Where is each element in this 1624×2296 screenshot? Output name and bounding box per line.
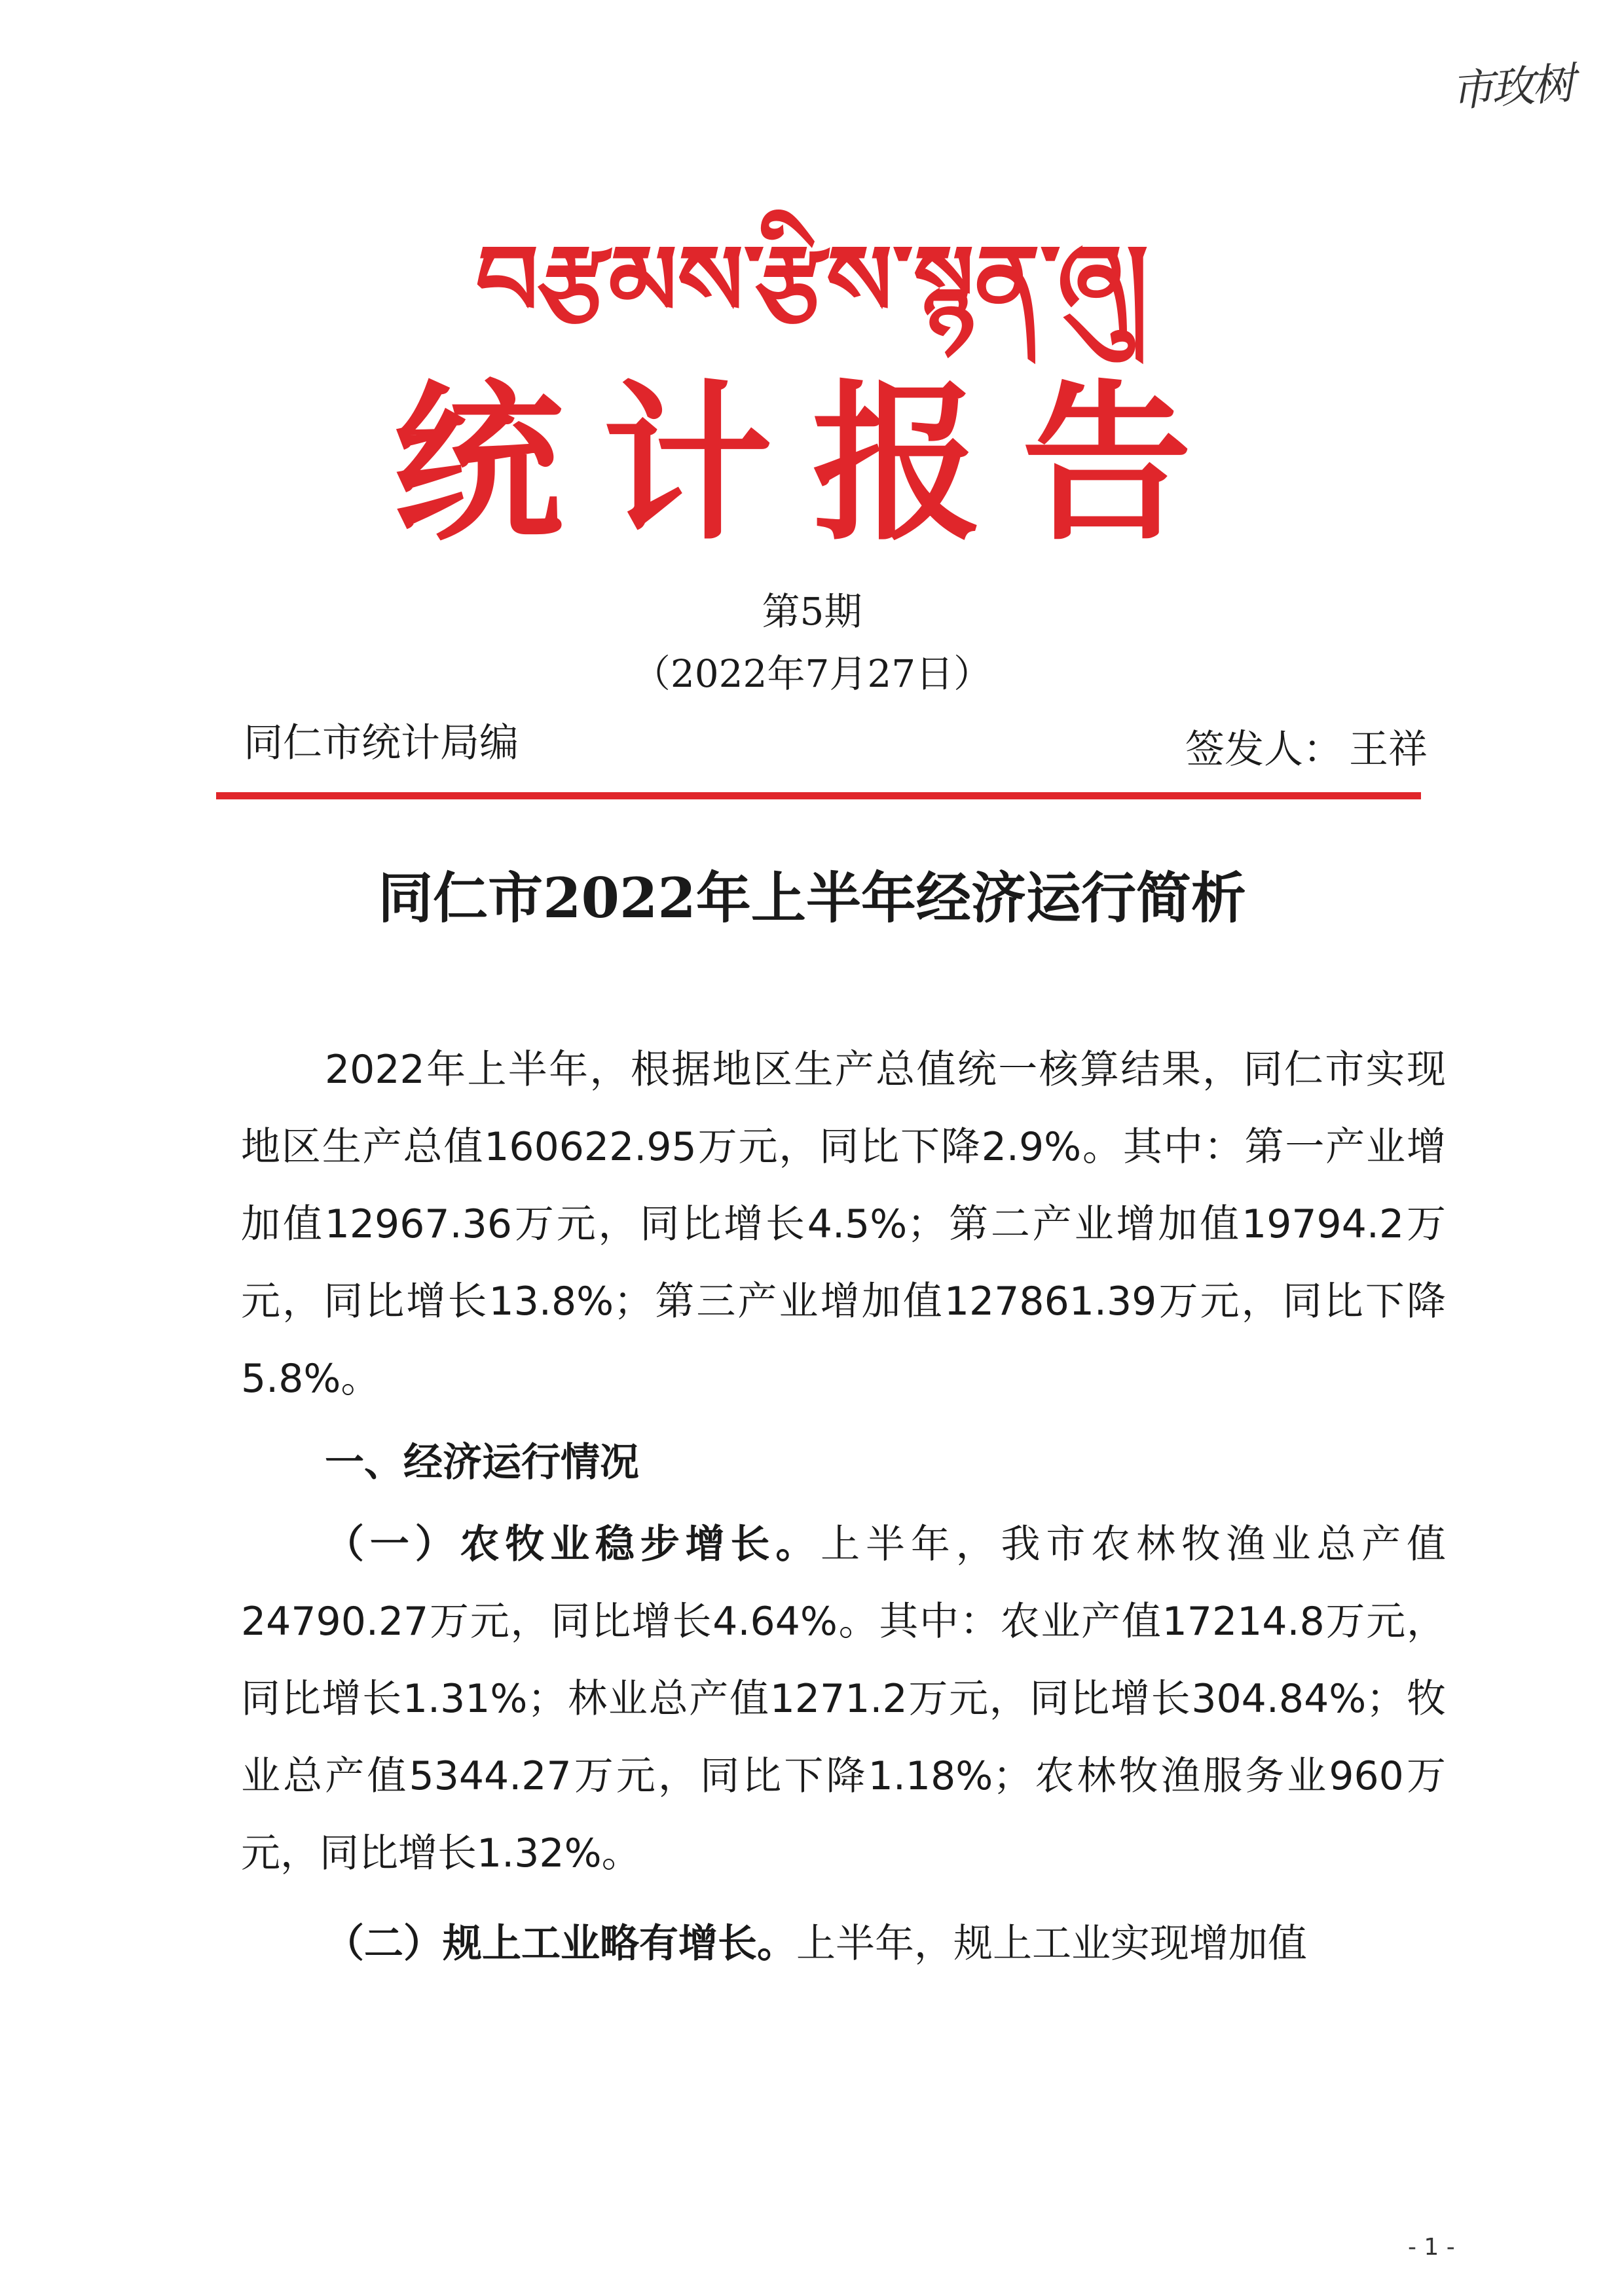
- handwritten-annotation: 市玫树: [1449, 58, 1574, 117]
- agriculture-paragraph: [241, 1506, 1446, 1892]
- industry-paragraph: [241, 1905, 1446, 1982]
- compiler-line: 同仁市统计局编: [244, 720, 519, 766]
- industry-lead: （二）规上工业略有增长。: [325, 1921, 796, 1967]
- section-heading: 一、经济运行情况: [325, 1440, 639, 1485]
- signer-line: [1185, 727, 1428, 773]
- signer-name: 王祥: [1349, 727, 1428, 773]
- page-number: - 1 -: [1408, 2234, 1455, 2261]
- industry-body: 上半年，规上工业实现增加值: [796, 1921, 1307, 1967]
- document-title: 同仁市2022年上半年经济运行简析: [378, 866, 1246, 930]
- report-masthead-title: 统计报告: [393, 366, 1231, 564]
- header-divider: [216, 792, 1421, 799]
- issue-number: 第5期: [762, 589, 862, 634]
- issue-date: （2022年7月27日）: [632, 651, 992, 696]
- agriculture-lead: （一）农牧业稳步增长。: [325, 1522, 821, 1567]
- tibetan-masthead: བརྩམས་རྩིས་སྙན་ཞུ།: [475, 225, 1149, 338]
- agriculture-body: 上半年，我市农林牧渔业总产值24790.27万元，同比增长4.64%。其中：农业产值17214.8万元，同比增长1.31%；林业总产值1271.2万元，同比增长304.84%；牧业总产值5344.27万元，同比下降1.18%；农林牧渔服务业960万元，同比增长1.32%。: [241, 1522, 1447, 1876]
- signer-label: 签发人：: [1185, 727, 1342, 773]
- intro-paragraph: 2022年上半年，根据地区生产总值统一核算结果，同仁市实现地区生产总值160622.95万元，同比下降2.9%。其中：第一产业增加值12967.36万元，同比增长4.5%；第二产业增加值19794.2万元，同比增长13.8%；第三产业增加值127861.39万元，同比下降5.8%。: [241, 1047, 1446, 1402]
